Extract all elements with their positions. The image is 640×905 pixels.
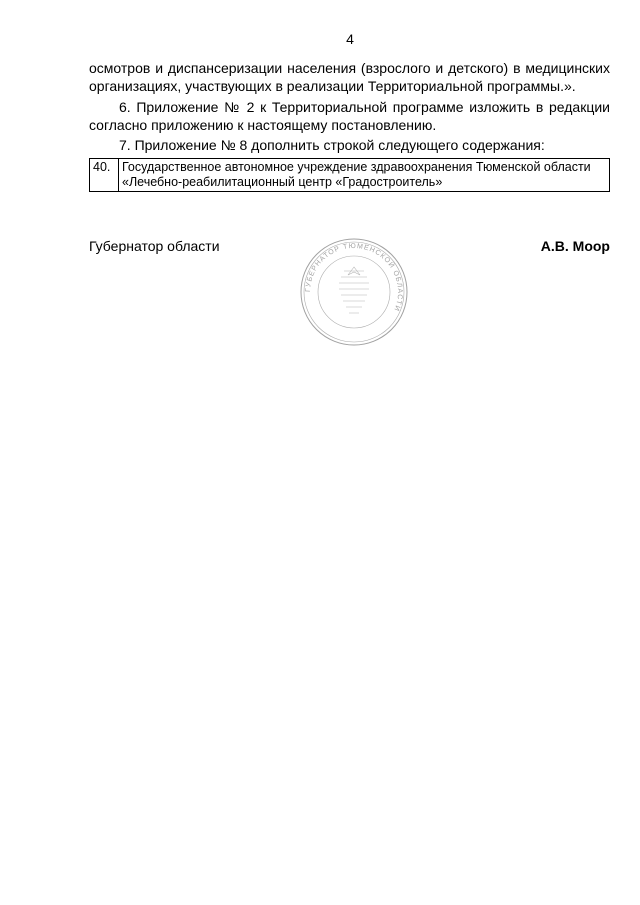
- signatory-name: А.В. Моор: [540, 238, 610, 254]
- signatory-position: Губернатор области: [89, 238, 220, 254]
- seal-text: ГУБЕРНАТОР ТЮМЕНСКОЙ ОБЛАСТИ: [304, 242, 404, 313]
- page-number: 4: [346, 31, 354, 47]
- table-cell-number: 40.: [90, 159, 119, 192]
- paragraph-continuation: осмотров и диспансеризации населения (взрослого и детского) в медицинских организациях, участвующих в реализации Территориальной программы.».: [89, 60, 610, 94]
- paragraph-item-6: 6. Приложение № 2 к Территориальной программе изложить в редакции согласно приложению к настоящему постановлению.: [89, 99, 610, 133]
- official-seal-icon: [299, 237, 409, 347]
- table-cell-organization: Государственное автономное учреждение здравоохранения Тюменской области «Лечебно-реабилитационный центр «Градостроитель»: [119, 159, 610, 192]
- appendix-table: [89, 158, 610, 192]
- paragraph-item-7: [89, 137, 610, 155]
- table-row: [90, 159, 610, 192]
- paragraph-item-7-text: 7. Приложение № 8 дополнить строкой следующего содержания:: [119, 137, 545, 153]
